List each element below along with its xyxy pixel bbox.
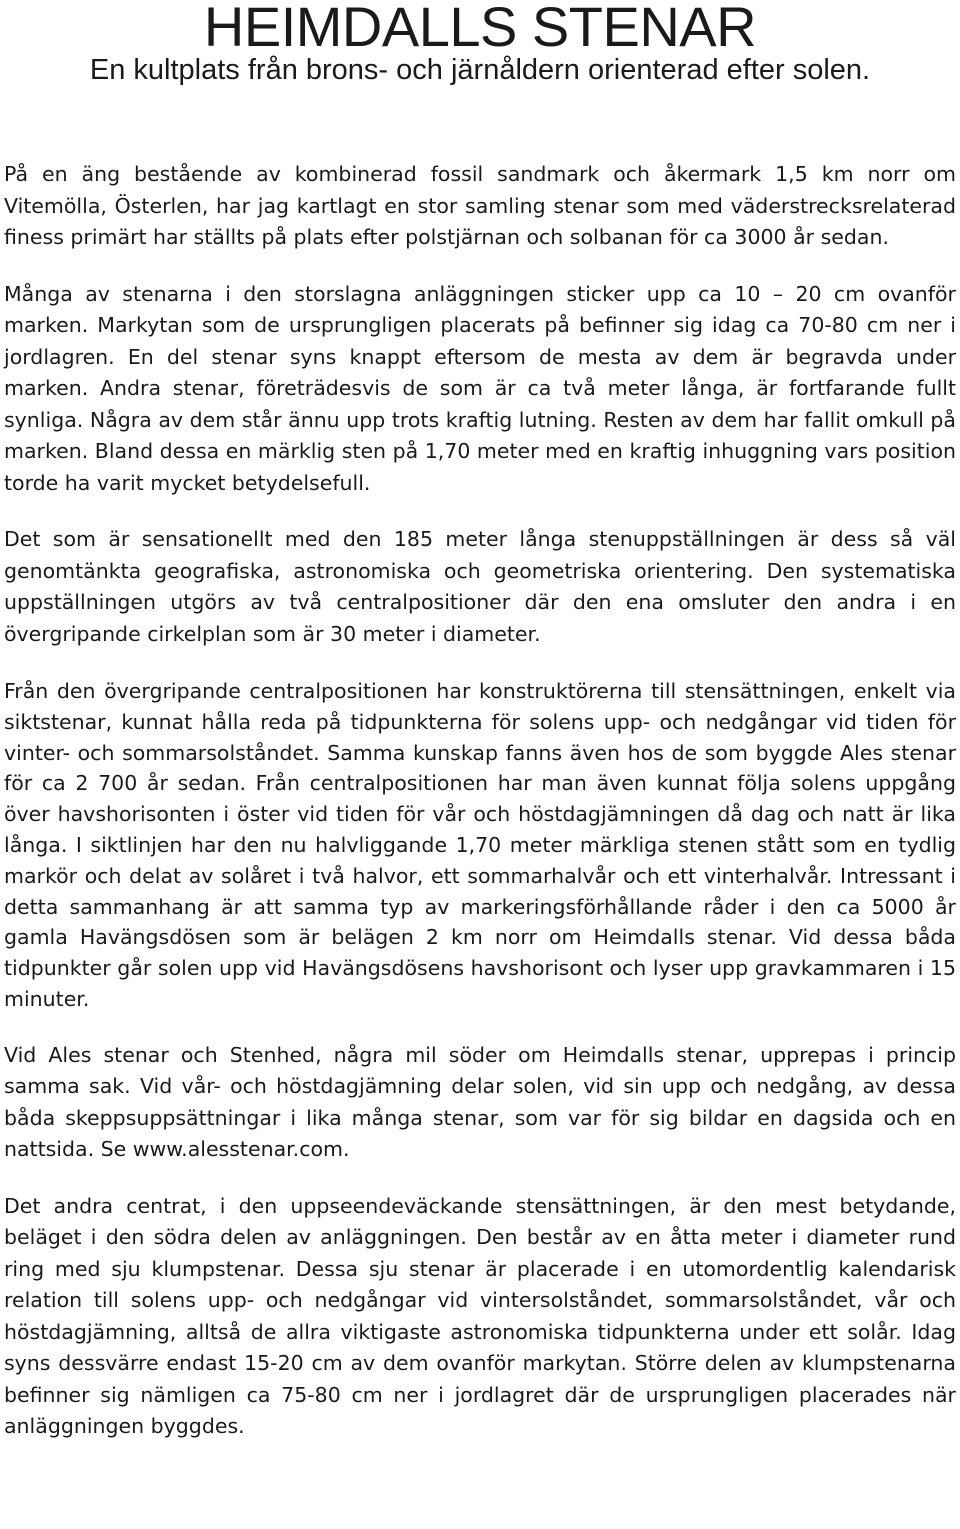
paragraph-orientation: Det som är sensationellt med den 185 meter långa stenuppställningen är dess så väl genomtänkta geografiska, astronomiska och geometriska orientering. Den systematiska uppställningen utgörs av två centralpositioner där den ena omsluter den andra i en övergripande cirkelplan som är 30 meter i diameter. [4,527,956,646]
document-page [4,0,956,1443]
paragraph-stones: Många av stenarna i den storslagna anläggningen sticker upp ca 10 – 20 cm ovanför marken. Markytan som de ursprungligen placerats på befinner sig idag ca 70-80 cm ner i jordlagren. En del stenar syns knappt eftersom de mesta av dem är begravda under marken. Andra stenar, företrädesvis de som är ca två meter långa, är fortfarande fullt synliga. Några av dem står ännu upp trots kraftig lutning. Resten av dem har fallit omkull på marken. Bland dessa en märklig sten på 1,70 meter med en kraftig inhuggning vars position torde ha varit mycket betydelsefull. [4,281,956,495]
paragraph-central-position: Från den övergripande centralpositionen har konstruktörerna till stensättningen, enkelt via siktstenar, kunnat hålla reda på tidpunkterna för solens upp- och nedgångar vid tiden för vinter- och sommarsolståndet. Samma kunskap fanns även hos de som byggde Ales stenar för ca 2 700 år sedan. Från centralpositionen har man även kunnat följa solens uppgång över havshorisonten i öster vid tiden för vår och höstdagjämningen då dag och natt är lika långa. I siktlinjen har den nu halvliggande 1,70 meter märkliga stenen stått som en tydlig markör och delat av solåret i två halvor, ett sommarhalvår och ett vinterhalvår. Intressant i detta sammanhang är att samma typ av markeringsförhållande råder i den ca 5000 år gamla Havängsdösen som är belägen 2 km norr om Heimdalls stenar. Vid dessa båda tidpunkter går solen upp vid Havängsdösens havshorisont och lyser upp gravkammaren i 15 minuter. [4,679,956,1011]
paragraph-intro: På en äng bestående av kombinerad fossil sandmark och åkermark 1,5 km norr om Vitemölla, Österlen, har jag kartlagt en stor samling stenar som med väderstrecksrelaterad finess primärt har ställts på plats efter polstjärnan och solbanan för ca 3000 år sedan. [4,162,956,249]
document-title: HEIMDALLS STENAR [203,0,757,58]
paragraph-second-center: Det andra centrat, i den uppseendeväckande stensättningen, är den mest betydande, beläget i den södra delen av anläggningen. Den består av en åtta meter i diameter rund ring med sju klumpstenar. Dessa sju stenar är placerade i en utomordentlig kalendarisk relation till solens upp- och nedgångar vid vintersolståndet, sommarsolståndet, vår och höstdagjämning, alltså de allra viktigaste astronomiska tidpunkterna under ett solår. Idag syns dessvärre endast 15-20 cm av dem ovanför markytan. Större delen av klumpstenarna befinner sig nämligen ca 75-80 cm ner i jordlagret där de ursprungligen placerades när anläggningen byggdes. [4,1193,956,1439]
paragraph-ales-stenar: Vid Ales stenar och Stenhed, några mil söder om Heimdalls stenar, upprepas i princip samma sak. Vid vår- och höstdagjämning delar solen, vid sin upp och nedgång, av dessa båda skeppsuppsättningar i lika många stenar, som var för sig bildar en dagsida och en nattsida. Se www.alesstenar.com. [4,1042,956,1162]
document-subtitle: En kultplats från brons- och järnåldern orienterad efter solen. [89,54,871,86]
